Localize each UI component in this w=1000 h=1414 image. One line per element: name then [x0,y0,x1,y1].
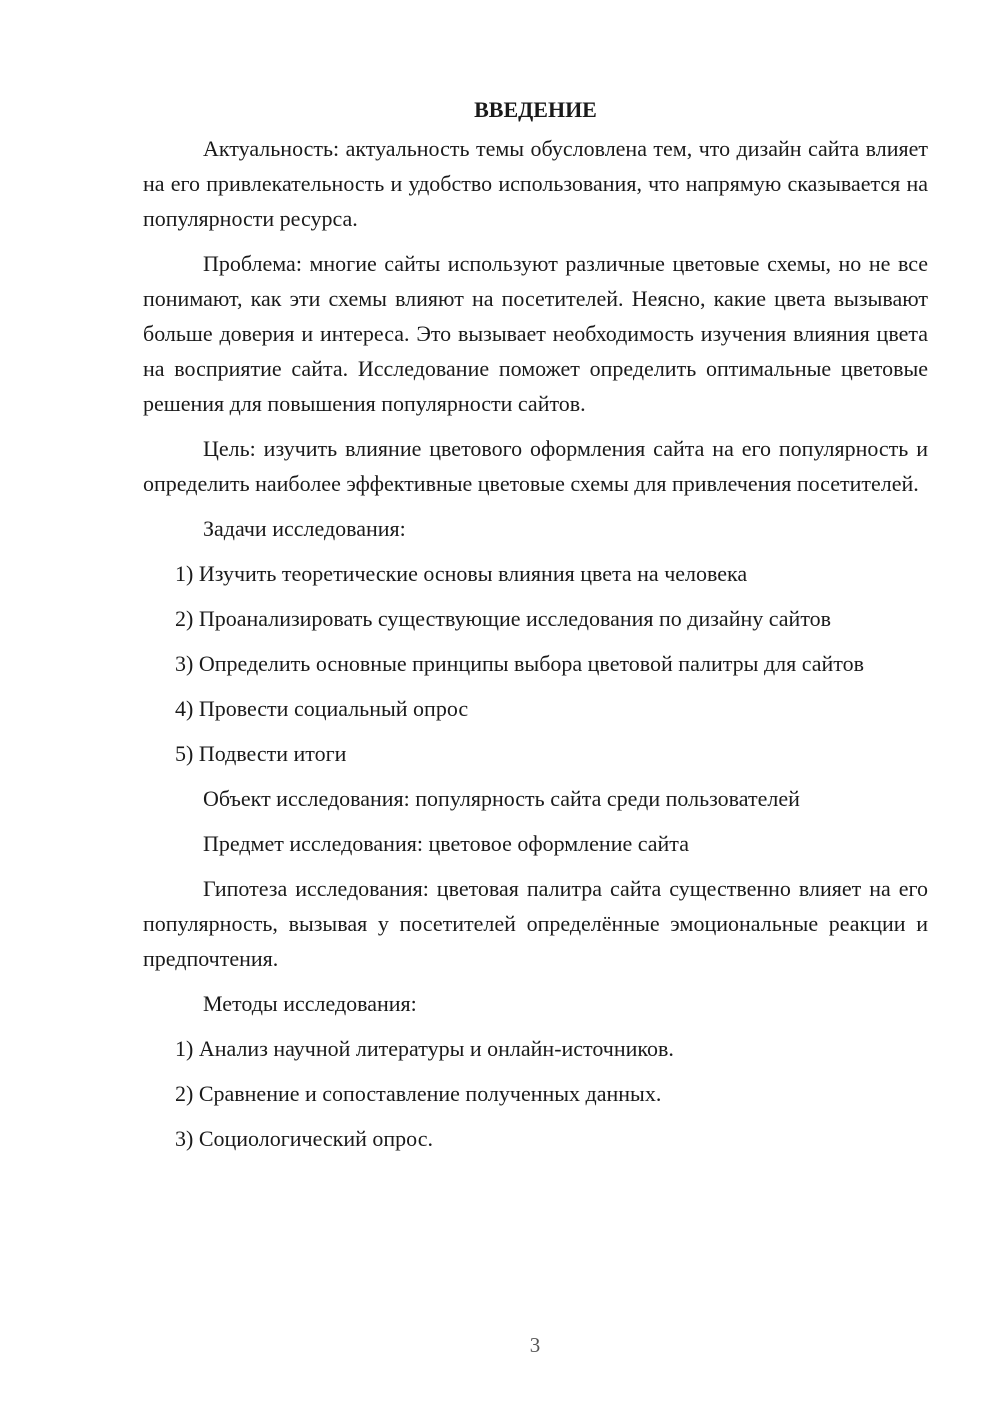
tasks-heading: Задачи исследования: [203,516,406,541]
page-number: 3 [529,1333,541,1357]
object-paragraph: Объект исследования: популярность сайта среди пользователей [203,786,800,811]
task-item: 3) Определить основные принципы выбора цветовой палитры для сайтов [175,651,865,676]
goal-paragraph: Цель: изучить влияние цветового оформления сайта на его популярность и определить наиболее эффективные цветовые схемы для привлечения посетителей. [143,436,928,496]
method-item: 3) Социологический опрос. [175,1126,433,1151]
methods-heading: Методы исследования: [203,991,417,1016]
page-title: ВВЕДЕНИЕ [474,97,597,122]
relevance-paragraph: Актуальность: актуальность темы обусловлена тем, что дизайн сайта влияет на его привлекательность и удобство использования, что напрямую сказывается на популярности ресурса. [143,136,928,231]
task-item: 2) Проанализировать существующие исследования по дизайну сайтов [175,606,832,631]
method-item: 1) Анализ научной литературы и онлайн-источников. [175,1036,674,1061]
task-item: 5) Подвести итоги [175,741,347,766]
subject-paragraph: Предмет исследования: цветовое оформление сайта [203,831,689,856]
problem-paragraph: Проблема: многие сайты используют различные цветовые схемы, но не все понимают, как эти схемы влияют на посетителей. Неясно, какие цвета вызывают больше доверия и интереса. Это вызывает необходимость изучения влияния цвета на восприятие сайта. Исследование поможет определить оптимальные цветовые решения для повышения популярности сайтов. [143,251,928,416]
task-item: 1) Изучить теоретические основы влияния цвета на человека [175,561,748,586]
page-body [143,92,928,1166]
task-item: 4) Провести социальный опрос [175,696,469,721]
hypothesis-paragraph: Гипотеза исследования: цветовая палитра сайта существенно влияет на его популярность, вызывая у посетителей определённые эмоциональные реакции и предпочтения. [143,876,928,971]
method-item: 2) Сравнение и сопоставление полученных данных. [175,1081,662,1106]
